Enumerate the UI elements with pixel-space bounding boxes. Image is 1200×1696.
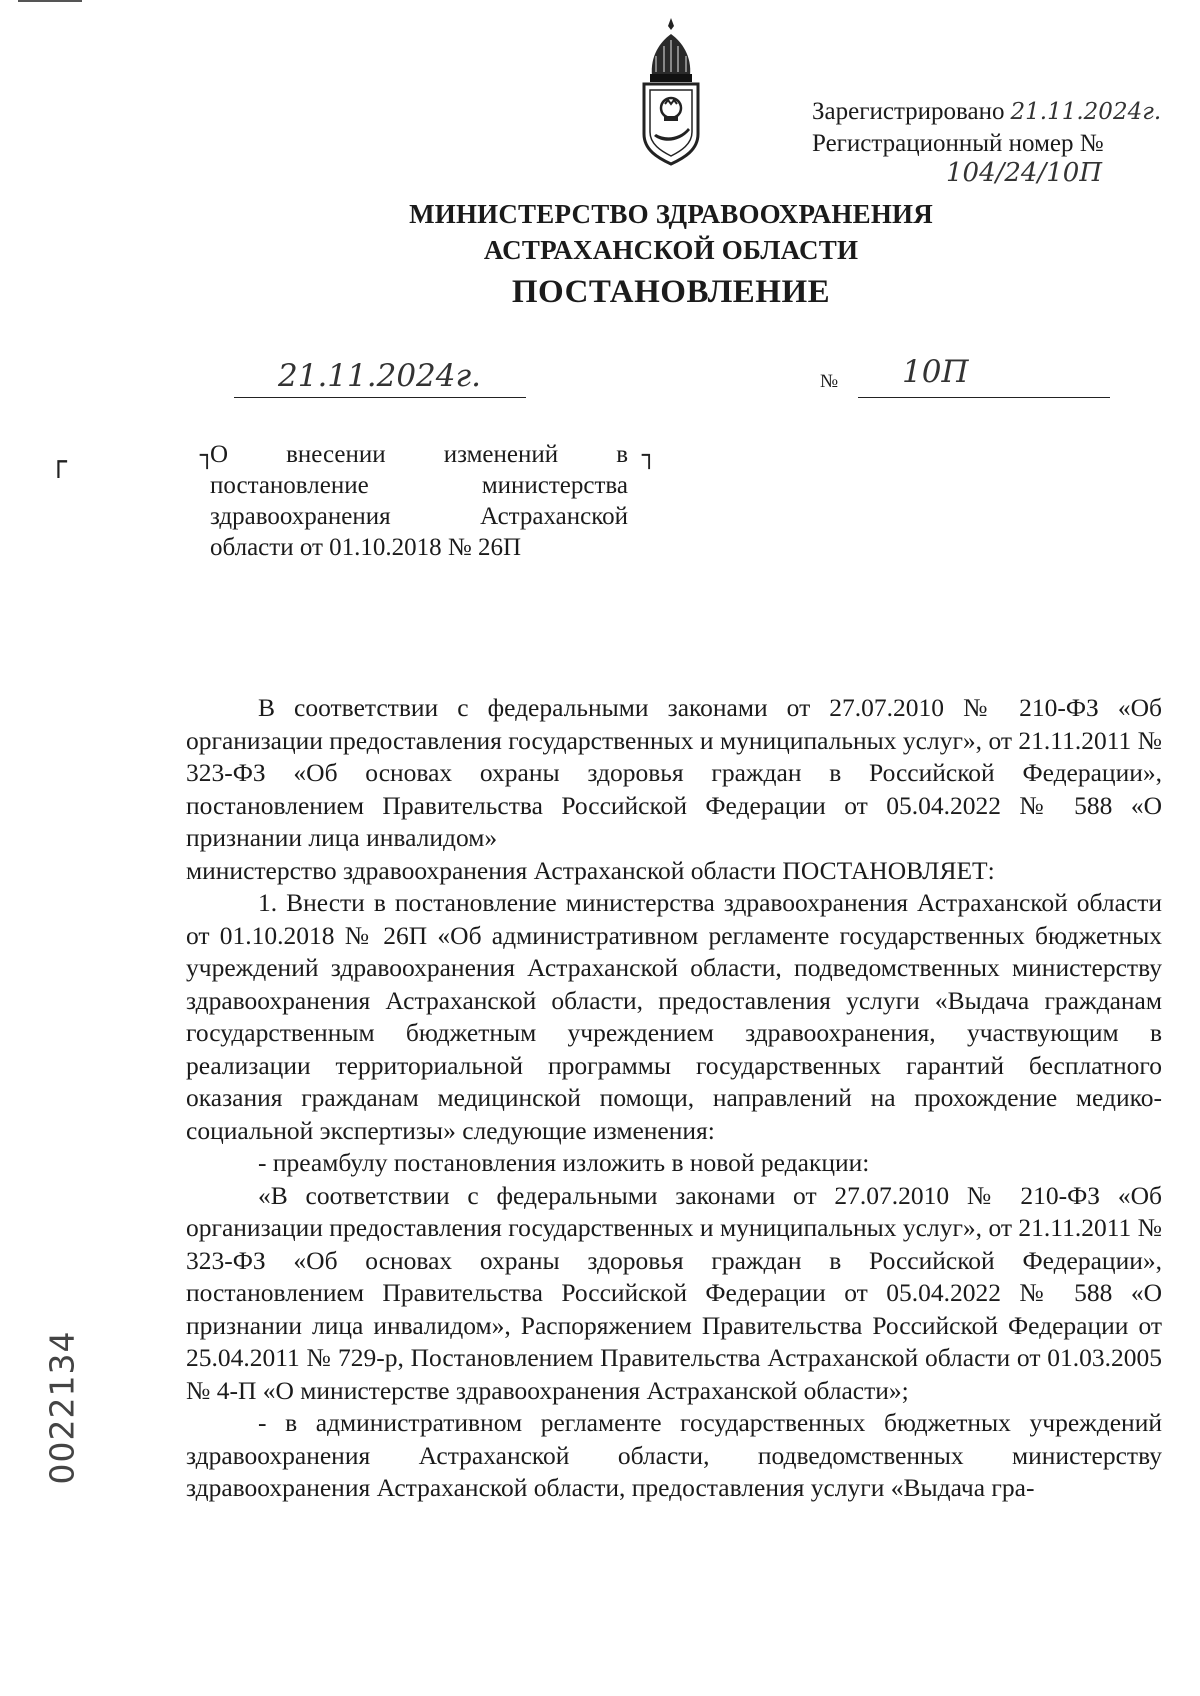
number-underline [858,397,1110,398]
paragraph-preamble-note: - преамбулу постановления изложить в новой редакции: [258,1148,870,1177]
document-date-handwritten: 21.11.2024г. [278,358,482,394]
date-underline [234,397,526,398]
vertical-stamp-code [10,1300,120,1510]
number-sign: № [820,371,839,392]
paragraph-item-1: 1. Внести в постановление министерства здравоохранения Астраханской области от 01.10.2018 № 26П «Об административном регламенте государственных бюджетных учреждений здравоохранения Астраханской области, подведомственных министерству здравоохранения Астраханской области, предоставления услуги «Выдача гражданам государственным бюджетным учреждением здравоохранения, участвующим в реализации территориальной программы государственных гарантий бесплатного оказания гражданам медицинской помощи, направлений на прохождение медико-социальной экспертизы» следующие изменения: [186,888,1162,1145]
ministry-line-1: МИНИСТЕРСТВО ЗДРАВООХРАНЕНИЯ [409,199,933,229]
registered-date-handwritten: 21.11.2024г. [1010,99,1162,125]
corner-mark-subject-right: ┐ [642,441,657,469]
paragraph-new-preamble: «В соответствии с федеральными законами от 27.07.2010 № 210-ФЗ «Об организации предоставления государственных и муниципальных услуг», от 21.11.2011 № 323-ФЗ «Об основах охраны здоровья граждан в Российской Федерации», постановлением Правительства Российской Федерации от 05.04.2022 № 588 «О признании лица инвалидом», Распоряжением Правительства Российской Федерации от 25.04.2011 № 729-р, Постановлением Правительства Астраханской области от 01.03.2005 № 4-П «О министерстве здравоохранения Астраханской области»; [186,1180,1162,1405]
registered-row [812,96,1161,128]
corner-mark-subject-left: ┐ [200,441,215,469]
scan-edge-mark [18,0,82,2]
paragraph-legal-basis: В соответствии с федеральными законами от 27.07.2010 № 210-ФЗ «Об организации предоставления государственных и муниципальных услуг», от 21.11.2011 № 323-ФЗ «Об основах охраны здоровья граждан в Российской Федерации», постановлением Правительства Российской Федерации от 05.04.2022 № 588 «О признании лица инвалидом» [186,693,1162,852]
document-type-title: ПОСТАНОВЛЕНИЕ [511,274,831,310]
paragraph-regulation-change: - в административном регламенте государственных бюджетных учреждений здравоохранения Астраханской области, подведомственных министерству здравоохранения Астраханской области, предоставления услуги «Выдача гра- [186,1408,1162,1502]
registered-label: Зарегистрировано [812,98,1005,125]
registration-label: Регистрационный номер № [812,130,1104,157]
document-body [186,692,1162,1505]
corner-mark-left: ┌ [50,445,67,478]
ministry-line-2: АСТРАХАНСКОЙ ОБЛАСТИ [483,235,859,265]
coat-of-arms-icon [630,16,712,166]
registration-block [812,96,1161,160]
stamp-code-text: 0022134 [42,1330,82,1485]
registration-number-handwritten: 104/24/10П [946,158,1102,188]
document-subject: О внесении изменений в постановление министерства здравоохранения Астраханской области от 01.10.2018 № 26П [210,441,628,561]
ministry-name [0,196,1200,268]
paragraph-resolves: министерство здравоохранения Астраханской области ПОСТАНОВЛЯЕТ: [186,855,995,885]
document-number-handwritten: 10П [902,354,969,390]
